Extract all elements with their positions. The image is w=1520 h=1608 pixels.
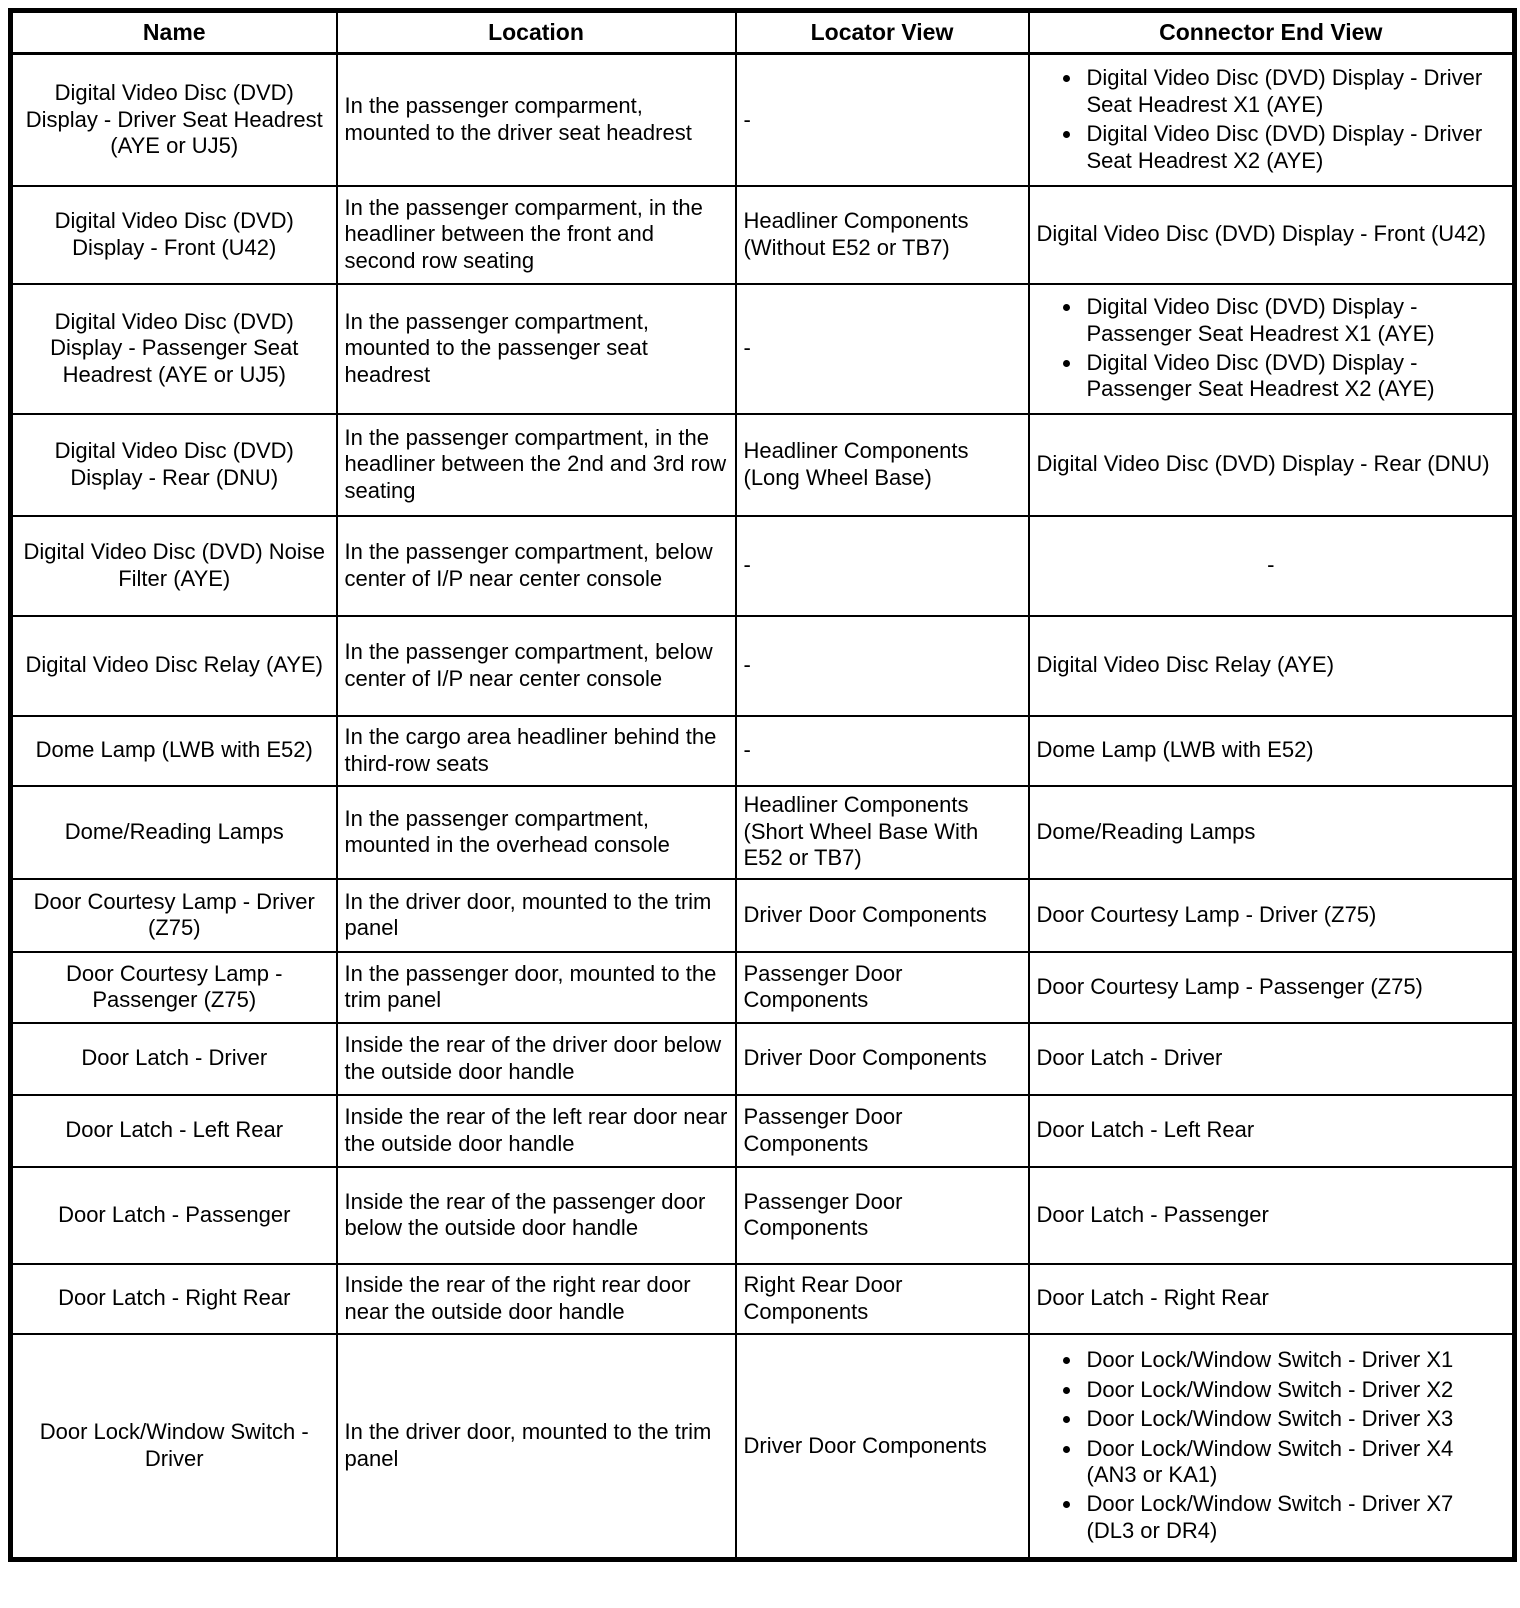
cell-name: Digital Video Disc Relay (AYE): [11, 616, 337, 716]
cell-locator-view: -: [736, 54, 1029, 186]
cell-connector-end-view: -: [1029, 516, 1515, 616]
cell-location: In the passenger comparment, mounted to the driver seat headrest: [337, 54, 736, 186]
cell-location: In the passenger compartment, mounted in the overhead console: [337, 786, 736, 879]
cell-locator-view: Passenger Door Components: [736, 1095, 1029, 1167]
connector-list-item: • Door Lock/Window Switch - Driver X4 (AN3 or KA1): [1083, 1436, 1506, 1489]
cell-connector-end-view: Door Courtesy Lamp - Driver (Z75): [1029, 879, 1515, 952]
connector-list: [1037, 65, 1506, 174]
connector-list-item: • Door Lock/Window Switch - Driver X2: [1083, 1377, 1506, 1403]
cell-location: Inside the rear of the driver door below the outside door handle: [337, 1023, 736, 1095]
cell-name: Digital Video Disc (DVD) Display - Driver Seat Headrest (AYE or UJ5): [11, 54, 337, 186]
cell-locator-view: Driver Door Components: [736, 1023, 1029, 1095]
cell-connector-end-view: Digital Video Disc (DVD) Display - Rear (DNU): [1029, 414, 1515, 516]
cell-locator-view: -: [736, 616, 1029, 716]
connector-list-item: • Digital Video Disc (DVD) Display - Driver Seat Headrest X2 (AYE): [1083, 121, 1506, 174]
cell-locator-view: Passenger Door Components: [736, 1167, 1029, 1264]
cell-connector-end-view: Digital Video Disc Relay (AYE): [1029, 616, 1515, 716]
table-row: [11, 716, 1515, 786]
cell-locator-view: -: [736, 284, 1029, 414]
cell-name: Door Courtesy Lamp - Driver (Z75): [11, 879, 337, 952]
table-row: [11, 616, 1515, 716]
cell-connector-end-view: Door Latch - Left Rear: [1029, 1095, 1515, 1167]
table-row: [11, 1264, 1515, 1334]
cell-locator-view: Passenger Door Components: [736, 952, 1029, 1023]
column-header-connector-end-view: Connector End View: [1029, 11, 1515, 54]
cell-location: In the driver door, mounted to the trim panel: [337, 879, 736, 952]
cell-name: Dome Lamp (LWB with E52): [11, 716, 337, 786]
cell-connector-end-view: Dome Lamp (LWB with E52): [1029, 716, 1515, 786]
cell-connector-end-view: Dome/Reading Lamps: [1029, 786, 1515, 879]
cell-location: In the passenger compartment, mounted to the passenger seat headrest: [337, 284, 736, 414]
header-row: [11, 11, 1515, 54]
cell-name: Door Courtesy Lamp - Passenger (Z75): [11, 952, 337, 1023]
cell-locator-view: -: [736, 516, 1029, 616]
cell-location: In the passenger comparment, in the headliner between the front and second row seating: [337, 186, 736, 284]
cell-name: Digital Video Disc (DVD) Display - Passenger Seat Headrest (AYE or UJ5): [11, 284, 337, 414]
connector-list-item: • Digital Video Disc (DVD) Display - Passenger Seat Headrest X2 (AYE): [1083, 350, 1506, 403]
table-row: [11, 54, 1515, 186]
cell-connector-end-view: [1029, 284, 1515, 414]
cell-connector-end-view: Door Courtesy Lamp - Passenger (Z75): [1029, 952, 1515, 1023]
cell-name: Digital Video Disc (DVD) Display - Front (U42): [11, 186, 337, 284]
cell-location: In the passenger door, mounted to the trim panel: [337, 952, 736, 1023]
table-header: [11, 11, 1515, 54]
cell-connector-end-view: [1029, 1334, 1515, 1560]
table-row: [11, 186, 1515, 284]
connector-list: [1037, 294, 1506, 403]
table-row: [11, 516, 1515, 616]
table-row: [11, 1167, 1515, 1264]
cell-location: In the passenger compartment, in the headliner between the 2nd and 3rd row seating: [337, 414, 736, 516]
cell-locator-view: Headliner Components (Without E52 or TB7): [736, 186, 1029, 284]
table-body: [11, 54, 1515, 1560]
cell-locator-view: Right Rear Door Components: [736, 1264, 1029, 1334]
cell-locator-view: Driver Door Components: [736, 879, 1029, 952]
table-row: [11, 414, 1515, 516]
cell-location: Inside the rear of the passenger door below the outside door handle: [337, 1167, 736, 1264]
connector-list-item: • Digital Video Disc (DVD) Display - Passenger Seat Headrest X1 (AYE): [1083, 294, 1506, 347]
connector-list-item: • Door Lock/Window Switch - Driver X7 (DL3 or DR4): [1083, 1491, 1506, 1544]
cell-name: Digital Video Disc (DVD) Display - Rear (DNU): [11, 414, 337, 516]
cell-locator-view: Driver Door Components: [736, 1334, 1029, 1560]
cell-locator-view: Headliner Components (Short Wheel Base With E52 or TB7): [736, 786, 1029, 879]
table-row: [11, 952, 1515, 1023]
connector-list: [1037, 1347, 1506, 1544]
cell-connector-end-view: [1029, 54, 1515, 186]
table-row: [11, 1023, 1515, 1095]
cell-location: In the passenger compartment, below center of I/P near center console: [337, 616, 736, 716]
cell-name: Door Latch - Driver: [11, 1023, 337, 1095]
cell-connector-end-view: Door Latch - Passenger: [1029, 1167, 1515, 1264]
cell-location: Inside the rear of the left rear door near the outside door handle: [337, 1095, 736, 1167]
table-row: [11, 1334, 1515, 1560]
cell-connector-end-view: Digital Video Disc (DVD) Display - Front (U42): [1029, 186, 1515, 284]
connector-list-item: • Door Lock/Window Switch - Driver X3: [1083, 1406, 1506, 1432]
cell-name: Door Latch - Left Rear: [11, 1095, 337, 1167]
cell-locator-view: Headliner Components (Long Wheel Base): [736, 414, 1029, 516]
table-row: [11, 786, 1515, 879]
column-header-name: Name: [11, 11, 337, 54]
cell-name: Dome/Reading Lamps: [11, 786, 337, 879]
column-header-locator-view: Locator View: [736, 11, 1029, 54]
cell-name: Door Latch - Right Rear: [11, 1264, 337, 1334]
table-row: [11, 879, 1515, 952]
cell-location: In the driver door, mounted to the trim panel: [337, 1334, 736, 1560]
cell-name: Door Latch - Passenger: [11, 1167, 337, 1264]
cell-name: Door Lock/Window Switch - Driver: [11, 1334, 337, 1560]
connector-list-item: • Digital Video Disc (DVD) Display - Driver Seat Headrest X1 (AYE): [1083, 65, 1506, 118]
table-row: [11, 1095, 1515, 1167]
cell-location: Inside the rear of the right rear door near the outside door handle: [337, 1264, 736, 1334]
connector-location-table: [8, 8, 1517, 1562]
cell-name: Digital Video Disc (DVD) Noise Filter (AYE): [11, 516, 337, 616]
table-row: [11, 284, 1515, 414]
cell-connector-end-view: Door Latch - Driver: [1029, 1023, 1515, 1095]
cell-location: In the passenger compartment, below center of I/P near center console: [337, 516, 736, 616]
column-header-location: Location: [337, 11, 736, 54]
cell-location: In the cargo area headliner behind the third-row seats: [337, 716, 736, 786]
cell-connector-end-view: Door Latch - Right Rear: [1029, 1264, 1515, 1334]
connector-list-item: • Door Lock/Window Switch - Driver X1: [1083, 1347, 1506, 1373]
cell-locator-view: -: [736, 716, 1029, 786]
